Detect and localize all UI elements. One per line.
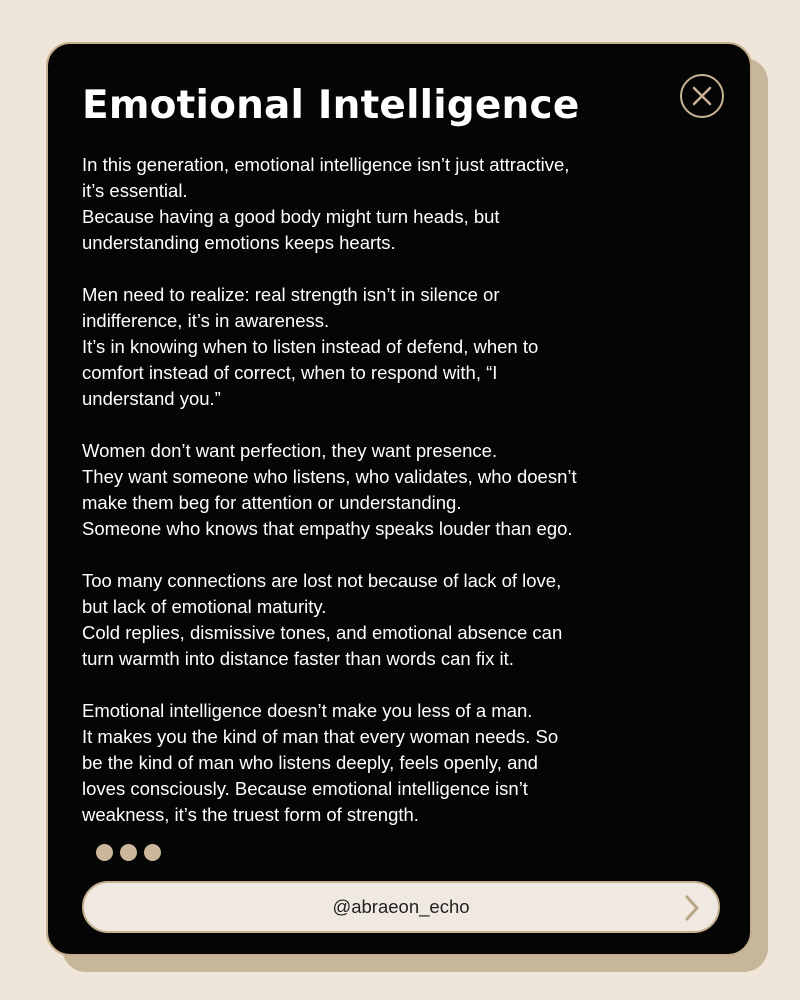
text-line: understanding emotions keeps hearts. bbox=[82, 232, 396, 253]
text-line: make them beg for attention or understanding. bbox=[82, 492, 462, 513]
text-line: but lack of emotional maturity. bbox=[82, 596, 327, 617]
dot-icon bbox=[96, 844, 113, 861]
text-line: weakness, it’s the truest form of strength. bbox=[82, 804, 419, 825]
text-line: Emotional intelligence doesn’t make you less of a man. bbox=[82, 700, 533, 721]
post-body bbox=[82, 152, 682, 854]
chevron-right-icon bbox=[684, 895, 700, 921]
text-line: turn warmth into distance faster than words can fix it. bbox=[82, 648, 514, 669]
text-line: be the kind of man who listens deeply, feels openly, and bbox=[82, 752, 538, 773]
dot-icon bbox=[120, 844, 137, 861]
text-line: Cold replies, dismissive tones, and emotional absence can bbox=[82, 622, 563, 643]
next-button[interactable] bbox=[82, 881, 720, 933]
text-line: They want someone who listens, who validates, who doesn’t bbox=[82, 466, 577, 487]
paragraph-5 bbox=[82, 698, 682, 828]
text-line: Too many connections are lost not because of lack of love, bbox=[82, 570, 562, 591]
text-line: indifference, it’s in awareness. bbox=[82, 310, 330, 331]
paragraph-4 bbox=[82, 568, 682, 672]
text-line: Because having a good body might turn heads, but bbox=[82, 206, 500, 227]
paragraph-1 bbox=[82, 152, 682, 256]
username-handle: @abraeon_echo bbox=[332, 896, 470, 917]
text-line: understand you.” bbox=[82, 388, 221, 409]
dot-icon bbox=[144, 844, 161, 861]
paragraph-2 bbox=[82, 282, 682, 412]
text-line: it’s essential. bbox=[82, 180, 188, 201]
text-line: loves consciously. Because emotional intelligence isn’t bbox=[82, 778, 528, 799]
text-line: Men need to realize: real strength isn’t in silence or bbox=[82, 284, 500, 305]
text-line: In this generation, emotional intelligence isn’t just attractive, bbox=[82, 154, 570, 175]
close-icon bbox=[692, 86, 712, 106]
paragraph-3 bbox=[82, 438, 682, 542]
text-line: It’s in knowing when to listen instead of defend, when to bbox=[82, 336, 539, 357]
close-button[interactable] bbox=[680, 74, 724, 118]
text-line: It makes you the kind of man that every woman needs. So bbox=[82, 726, 559, 747]
more-dots bbox=[96, 844, 168, 862]
post-card bbox=[46, 42, 752, 956]
page-title: Emotional Intelligence bbox=[82, 83, 580, 128]
text-line: Someone who knows that empathy speaks louder than ego. bbox=[82, 518, 573, 539]
text-line: comfort instead of correct, when to respond with, “I bbox=[82, 362, 498, 383]
text-line: Women don’t want perfection, they want presence. bbox=[82, 440, 498, 461]
